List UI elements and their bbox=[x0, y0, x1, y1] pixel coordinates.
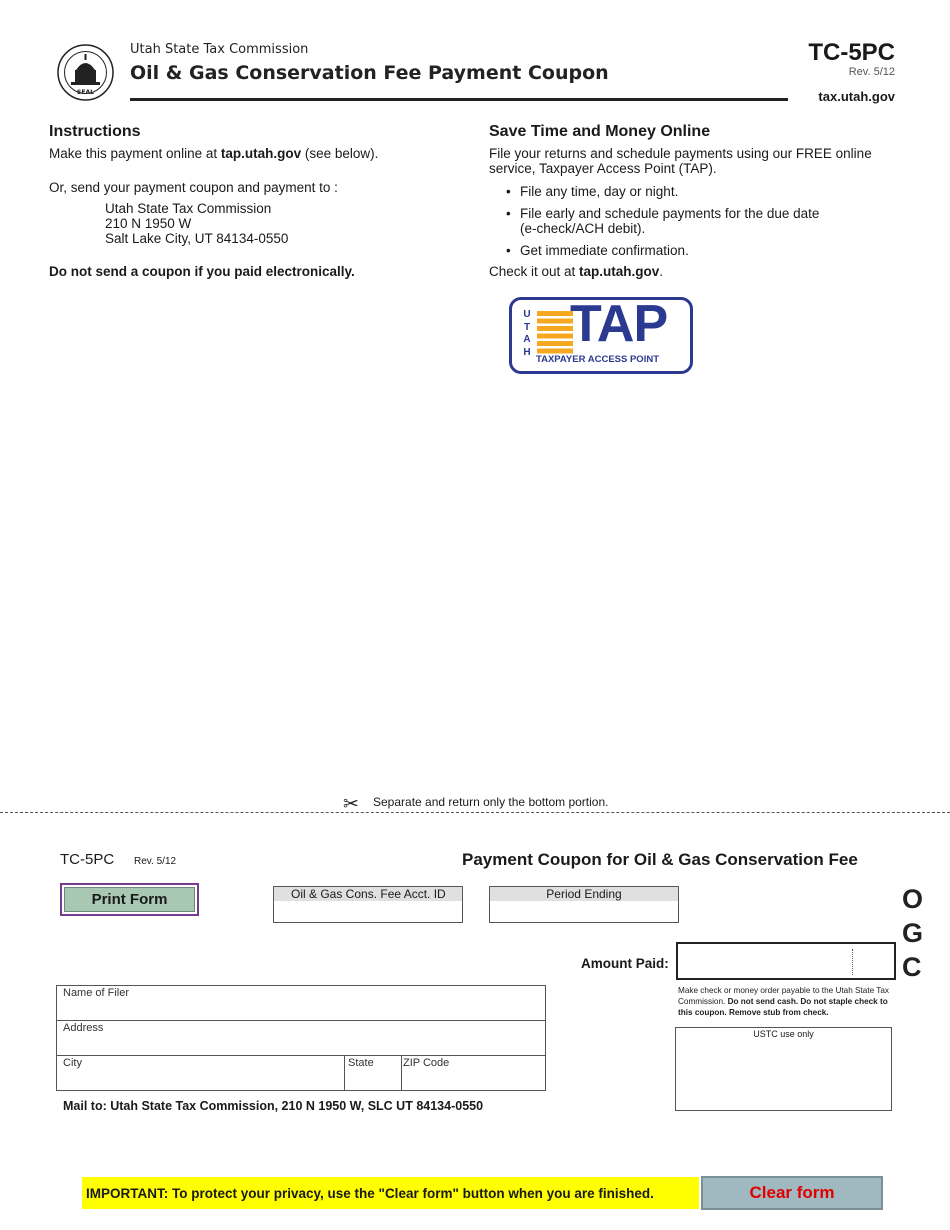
coupon-title: Payment Coupon for Oil & Gas Conservation Fee bbox=[462, 850, 858, 869]
address-label: Address bbox=[63, 1022, 104, 1034]
header-rule bbox=[130, 98, 788, 101]
form-number: TC-5PC bbox=[808, 39, 895, 66]
online-intro: File your returns and schedule payments using our FREE online service, Taxpayer Access Point (TAP). bbox=[489, 146, 872, 176]
website-link[interactable]: tax.utah.gov bbox=[818, 89, 895, 104]
check-line-suffix: . bbox=[659, 264, 664, 279]
account-id-label: Oil & Gas Cons. Fee Acct. ID bbox=[274, 887, 462, 901]
tap-link[interactable]: tap.utah.gov bbox=[579, 264, 660, 279]
period-ending-field[interactable] bbox=[489, 886, 679, 923]
coupon-revision: Rev. 5/12 bbox=[134, 856, 177, 867]
address-line: Salt Lake City, UT 84134-0550 bbox=[105, 231, 289, 246]
address-line: Utah State Tax Commission bbox=[105, 201, 272, 216]
zip-code-label: ZIP Code bbox=[403, 1057, 450, 1069]
print-form-label[interactable]: Print Form bbox=[64, 887, 195, 912]
online-benefits-list bbox=[489, 184, 920, 265]
amount-paid-input[interactable] bbox=[676, 942, 896, 980]
print-form-button[interactable] bbox=[60, 883, 199, 916]
code-letter: O bbox=[902, 884, 924, 914]
instructions-heading: Instructions bbox=[49, 123, 141, 140]
payable-note bbox=[678, 985, 896, 1018]
ustc-use-only-label: USTC use only bbox=[753, 1029, 814, 1039]
tap-stripes-icon bbox=[537, 311, 573, 354]
page-title: Oil & Gas Conservation Fee Payment Coupon bbox=[130, 62, 609, 84]
online-line-text: Make this payment online at bbox=[49, 146, 221, 161]
list-item: • File any time, day or night. bbox=[520, 184, 920, 199]
city-label: City bbox=[63, 1057, 82, 1069]
electronic-payment-warning: Do not send a coupon if you paid electronically. bbox=[49, 264, 355, 279]
address-line: 210 N 1950 W bbox=[105, 216, 192, 231]
tap-logo-subtitle: TAXPAYER ACCESS POINT bbox=[536, 354, 659, 365]
state-seal-icon bbox=[57, 44, 114, 101]
form-revision: Rev. 5/12 bbox=[848, 66, 895, 78]
list-item: • File early and schedule payments for the due date (e-check/ACH debit). bbox=[520, 206, 820, 236]
scissors-icon: ✂ bbox=[343, 794, 359, 815]
account-id-field[interactable] bbox=[273, 886, 463, 923]
svg-text:SEAL: SEAL bbox=[77, 89, 94, 96]
mail-to-address: Mail to: Utah State Tax Commission, 210 N 1950 W, SLC UT 84134-0550 bbox=[63, 1099, 484, 1113]
amount-paid-label: Amount Paid: bbox=[581, 956, 669, 971]
code-letter: C bbox=[902, 952, 922, 982]
tap-logo-utah bbox=[523, 309, 533, 359]
address-field[interactable] bbox=[57, 1021, 545, 1056]
instructions-mail-line: Or, send your payment coupon and payment to : bbox=[49, 180, 338, 195]
city-field[interactable] bbox=[57, 1056, 345, 1090]
name-of-filer-label: Name of Filer bbox=[63, 987, 130, 999]
state-field[interactable] bbox=[344, 1056, 402, 1090]
payable-note-warning: Do not send cash. Do not staple check to this coupon. Remove stub from check. bbox=[678, 997, 888, 1017]
list-item: • Get immediate confirmation. bbox=[520, 243, 920, 258]
agency-name: Utah State Tax Commission bbox=[130, 42, 309, 57]
privacy-notice: IMPORTANT: To protect your privacy, use the "Clear form" button when you are finished. bbox=[82, 1177, 699, 1209]
coupon-form-number: TC-5PC bbox=[60, 851, 115, 868]
instructions-online-line bbox=[49, 146, 449, 161]
tap-logo[interactable] bbox=[509, 297, 693, 374]
check-it-out-line bbox=[489, 264, 663, 279]
period-ending-label: Period Ending bbox=[490, 887, 678, 901]
code-letter: G bbox=[902, 918, 924, 948]
online-heading: Save Time and Money Online bbox=[489, 123, 711, 140]
name-of-filer-field[interactable] bbox=[57, 986, 545, 1021]
filer-info-box bbox=[56, 985, 546, 1091]
state-label: State bbox=[348, 1057, 374, 1069]
online-line-suffix: (see below). bbox=[301, 146, 379, 161]
check-line-text: Check it out at bbox=[489, 264, 580, 279]
cut-instruction: Separate and return only the bottom portion. bbox=[373, 795, 609, 809]
clear-form-button[interactable]: Clear form bbox=[701, 1176, 883, 1210]
zip-code-field[interactable] bbox=[401, 1056, 545, 1090]
cents-divider bbox=[852, 949, 853, 975]
ustc-use-only-box bbox=[675, 1027, 892, 1111]
tap-logo-text: TAP bbox=[570, 295, 668, 353]
cut-line bbox=[0, 812, 950, 813]
mailing-address bbox=[105, 201, 288, 246]
city-state-zip-row bbox=[57, 1056, 545, 1091]
tap-logo-utah-text: UTAH bbox=[523, 309, 531, 358]
tap-link[interactable]: tap.utah.gov bbox=[220, 146, 302, 161]
payable-note-text: Make check or money order payable to the Utah State Tax Commission. bbox=[678, 986, 890, 1006]
